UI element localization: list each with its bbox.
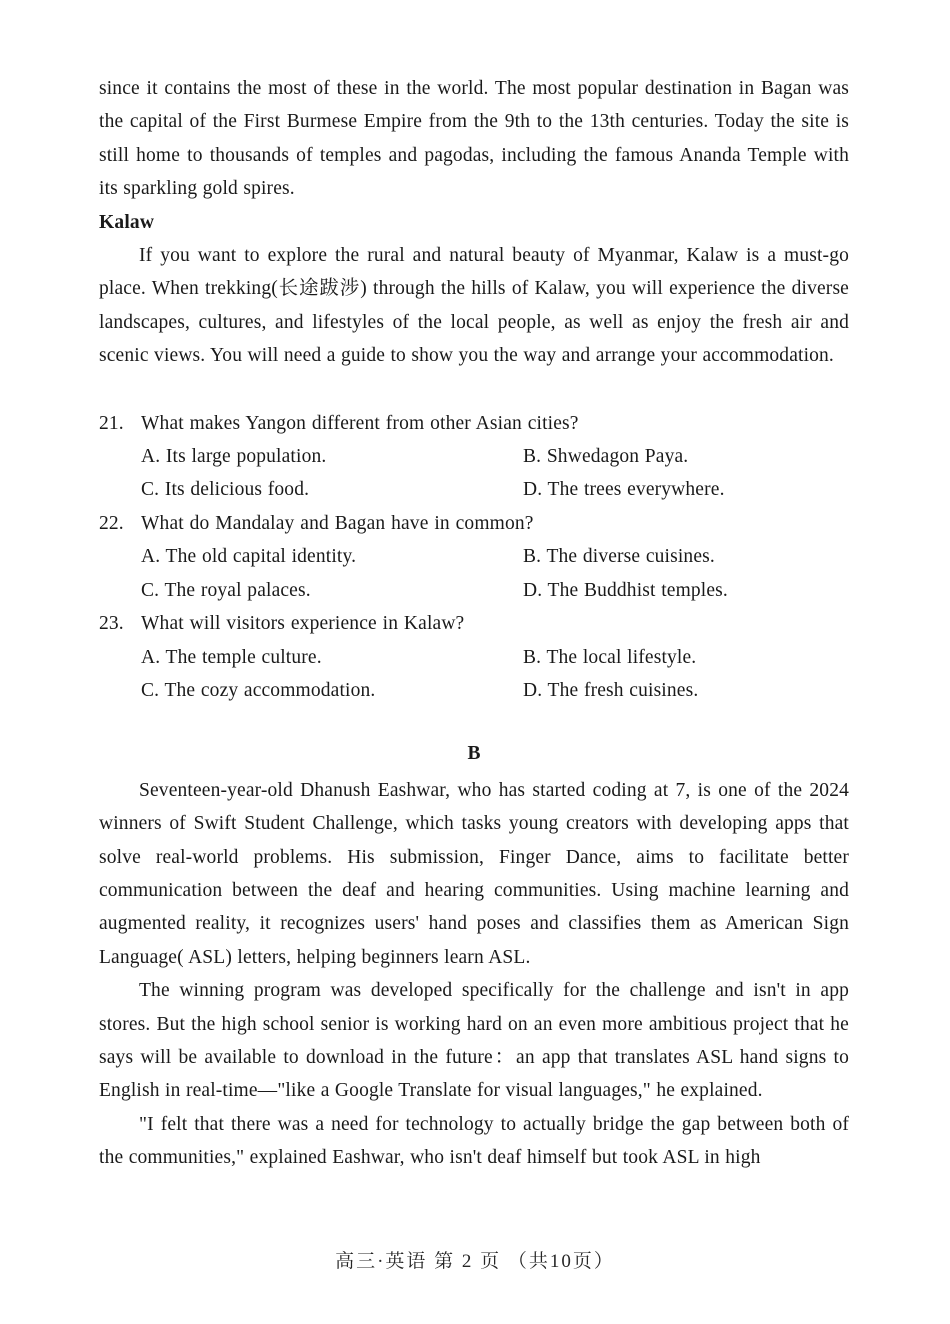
question-22: [99, 507, 849, 540]
question-22-option-b[interactable]: [523, 540, 849, 573]
option-d-label: D.: [523, 479, 543, 501]
question-23-option-b[interactable]: [523, 641, 849, 674]
question-23-stem: What will visitors experience in Kalaw?: [141, 613, 465, 635]
page-content: [99, 72, 849, 1175]
page-footer: [0, 1246, 950, 1273]
spacer-before-questions: [99, 373, 849, 407]
question-23-options-row-1: [99, 641, 849, 674]
option-c-label: C.: [141, 579, 160, 601]
question-21-option-c[interactable]: [141, 473, 523, 506]
question-23-number: 23.: [99, 613, 124, 635]
question-21-option-b[interactable]: [523, 440, 849, 473]
question-22-options-row-1: [99, 540, 849, 573]
passage-b-paragraph-3: "I felt that there was a need for technology to actually bridge the gap between both of the communities," explained Eashwar, who isn't deaf himself but took ASL in high: [99, 1113, 849, 1169]
option-b-label: B.: [523, 546, 542, 568]
option-a-label: A.: [141, 546, 161, 568]
passage-b-paragraph-2: The winning program was developed specifically for the challenge and isn't in app stores. But the high school senior is working hard on an even more ambitious project that he says will be available to download in the future：an app that translates ASL hand signs to English in real-time—"like a Google Translate for visual languages," he explained.: [99, 980, 849, 1102]
kalaw-heading: Kalaw: [99, 211, 155, 233]
option-d-text: The fresh cuisines.: [547, 679, 699, 701]
question-23-option-c[interactable]: [141, 674, 523, 707]
question-22-number: 22.: [99, 512, 124, 534]
question-22-stem: What do Mandalay and Bagan have in common?: [141, 512, 534, 534]
question-22-option-a[interactable]: [141, 540, 523, 573]
question-23-option-a[interactable]: [141, 641, 523, 674]
option-c-label: C.: [141, 479, 160, 501]
question-23: [99, 607, 849, 640]
option-a-label: A.: [141, 446, 161, 468]
footer-text: 高三·英语 第 2 页 （共10页）: [335, 1251, 615, 1272]
paragraph-kalaw: If you want to explore the rural and natural beauty of Myanmar, Kalaw is a must-go place. When trekking(长途跋涉) through the hills of Kalaw, you will experience the diverse landscapes, cultures, and lifestyles of the local people, as well as enjoy the fresh air and scenic views. You will need a guide to show you the way and arrange your accommodation.: [99, 245, 849, 367]
question-23-option-d[interactable]: [523, 674, 849, 707]
question-21-options-row-1: [99, 440, 849, 473]
option-c-text: The royal palaces.: [164, 579, 311, 601]
question-21-option-d[interactable]: [523, 473, 849, 506]
option-d-label: D.: [523, 679, 543, 701]
option-b-text: Shwedagon Paya.: [546, 446, 689, 468]
option-d-text: The Buddhist temples.: [547, 579, 728, 601]
question-21-stem: What makes Yangon different from other Asian cities?: [141, 412, 579, 434]
option-a-text: Its large population.: [165, 446, 327, 468]
option-d-label: D.: [523, 579, 543, 601]
option-a-label: A.: [141, 646, 161, 668]
question-23-options-row-2: [99, 674, 849, 707]
question-22-options-row-2: [99, 574, 849, 607]
option-b-label: B.: [523, 446, 542, 468]
question-22-option-c[interactable]: [141, 574, 523, 607]
question-21-number: 21.: [99, 412, 124, 434]
option-b-text: The local lifestyle.: [546, 646, 697, 668]
option-c-text: The cozy accommodation.: [164, 679, 376, 701]
passage-b-paragraph-1: Seventeen-year-old Dhanush Eashwar, who has started coding at 7, is one of the 2024 winners of Swift Student Challenge, which tasks young creators with developing apps that solve real-world problems. His submission, Finger Dance, aims to facilitate better communication between the deaf and hearing communities. Using machine learning and augmented reality, it recognizes users' hand poses and classifies them as American Sign Language( ASL) letters, helping beginners learn ASL.: [99, 779, 849, 968]
section-b-label: B: [467, 743, 481, 765]
option-c-text: Its delicious food.: [164, 479, 310, 501]
option-d-text: The trees everywhere.: [547, 479, 725, 501]
option-b-text: The diverse cuisines.: [546, 546, 715, 568]
spacer-before-section-b: [99, 707, 849, 737]
option-a-text: The temple culture.: [165, 646, 322, 668]
question-21-options-row-2: [99, 473, 849, 506]
question-21-option-a[interactable]: [141, 440, 523, 473]
question-21: [99, 407, 849, 440]
paragraph-bagan: since it contains the most of these in the world. The most popular destination in Bagan was the capital of the First Burmese Empire from the 9th to the 13th centuries. Today the site is still home to thousands of temples and pagodas, including the famous Ananda Temple with its sparkling gold spires.: [99, 78, 849, 200]
option-c-label: C.: [141, 679, 160, 701]
option-a-text: The old capital identity.: [165, 546, 357, 568]
option-b-label: B.: [523, 646, 542, 668]
question-22-option-d[interactable]: [523, 574, 849, 607]
